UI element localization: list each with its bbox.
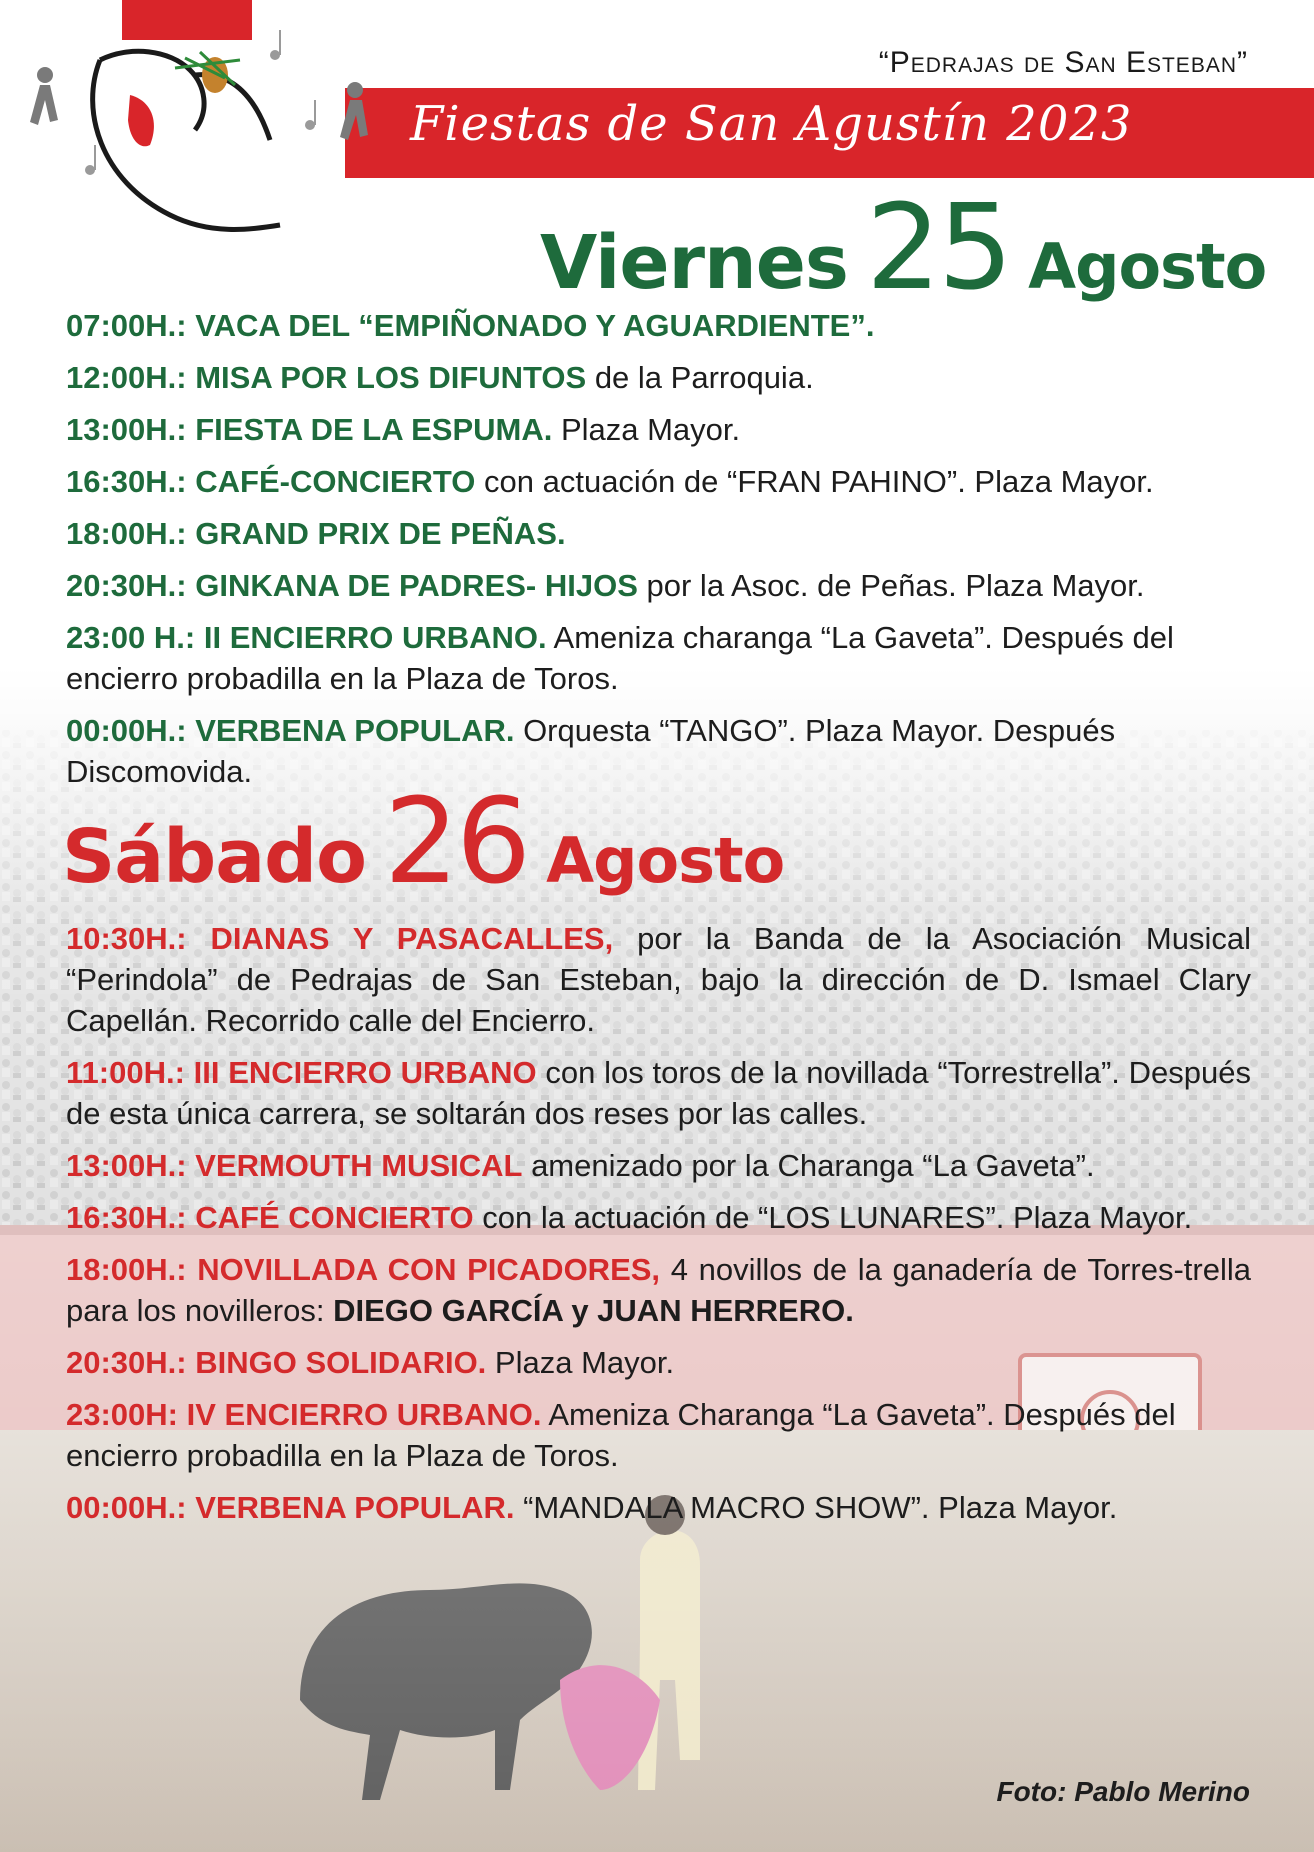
town-name: “Pedrajas de San Esteban” bbox=[878, 46, 1248, 79]
event-item: 13:00H.: FIESTA DE LA ESPUMA. Plaza Mayor. bbox=[66, 412, 741, 447]
event-item: 20:30H.: BINGO SOLIDARIO. Plaza Mayor. bbox=[66, 1345, 675, 1380]
day-weekday: Sábado bbox=[62, 814, 366, 900]
event-item: 23:00H: IV ENCIERRO URBANO. Ameniza Charanga “La Gaveta”. Después del encierro probadilla en la Plaza de Toros. bbox=[66, 1397, 1176, 1473]
event-item: 23:00 H.: II ENCIERRO URBANO. Ameniza charanga “La Gaveta”. Después del encierro probadilla en la Plaza de Toros. bbox=[66, 620, 1174, 696]
event-item: 07:00H.: VACA DEL “EMPIÑONADO Y AGUARDIENTE”. bbox=[66, 308, 875, 343]
event-item: 11:00H.: III ENCIERRO URBANO con los toros de la novillada “Torrestrella”. Después de esta única carrera, se soltarán dos reses por las calles. bbox=[66, 1055, 1251, 1131]
photo-credit: Foto: Pablo Merino bbox=[996, 1776, 1250, 1807]
event-item: 16:30H.: CAFÉ CONCIERTO con la actuación de “LOS LUNARES”. Plaza Mayor. bbox=[66, 1200, 1193, 1235]
event-item: 18:00H.: NOVILLADA CON PICADORES, 4 novillos de la ganadería de Torres-trella para los novilleros: DIEGO GARCÍA y JUAN HERRERO. bbox=[66, 1252, 1251, 1328]
event-item: 10:30H.: DIANAS Y PASACALLES, por la Banda de la Asociación Musical “Perindola” de Pedrajas de San Esteban, bajo la dirección de D. Ismael Clary Capellán. Recorrido calle del Encierro. bbox=[66, 921, 1251, 1038]
event-item: 12:00H.: MISA POR LOS DIFUNTOS de la Parroquia. bbox=[66, 360, 814, 395]
day-heading-saturday bbox=[62, 772, 784, 910]
bull-logo-icon bbox=[10, 0, 390, 250]
event-item: 16:30H.: CAFÉ-CONCIERTO con actuación de “FRAN PAHINO”. Plaza Mayor. bbox=[66, 464, 1154, 499]
day-weekday: Viernes bbox=[540, 220, 848, 306]
event-item: 00:00H.: VERBENA POPULAR. Orquesta “TANGO”. Plaza Mayor. Después Discomovida. bbox=[66, 713, 1116, 789]
event-item: 13:00H.: VERMOUTH MUSICAL amenizado por la Charanga “La Gaveta”. bbox=[66, 1148, 1095, 1183]
day-month: Agosto bbox=[1028, 230, 1267, 303]
event-list-friday bbox=[66, 305, 1251, 803]
event-item: 18:00H.: GRAND PRIX DE PEÑAS. bbox=[66, 516, 566, 551]
event-item: 20:30H.: GINKANA DE PADRES- HIJOS por la Asoc. de Peñas. Plaza Mayor. bbox=[66, 568, 1145, 603]
day-heading-friday bbox=[540, 178, 1266, 316]
day-number: 25 bbox=[865, 178, 1011, 316]
day-month: Agosto bbox=[546, 824, 785, 897]
day-number: 26 bbox=[383, 772, 529, 910]
event-list-saturday bbox=[66, 918, 1251, 1539]
event-item: 00:00H.: VERBENA POPULAR. “MANDALA MACRO SHOW”. Plaza Mayor. bbox=[66, 1490, 1118, 1525]
festival-title: Fiestas de San Agustín 2023 bbox=[410, 96, 1133, 152]
